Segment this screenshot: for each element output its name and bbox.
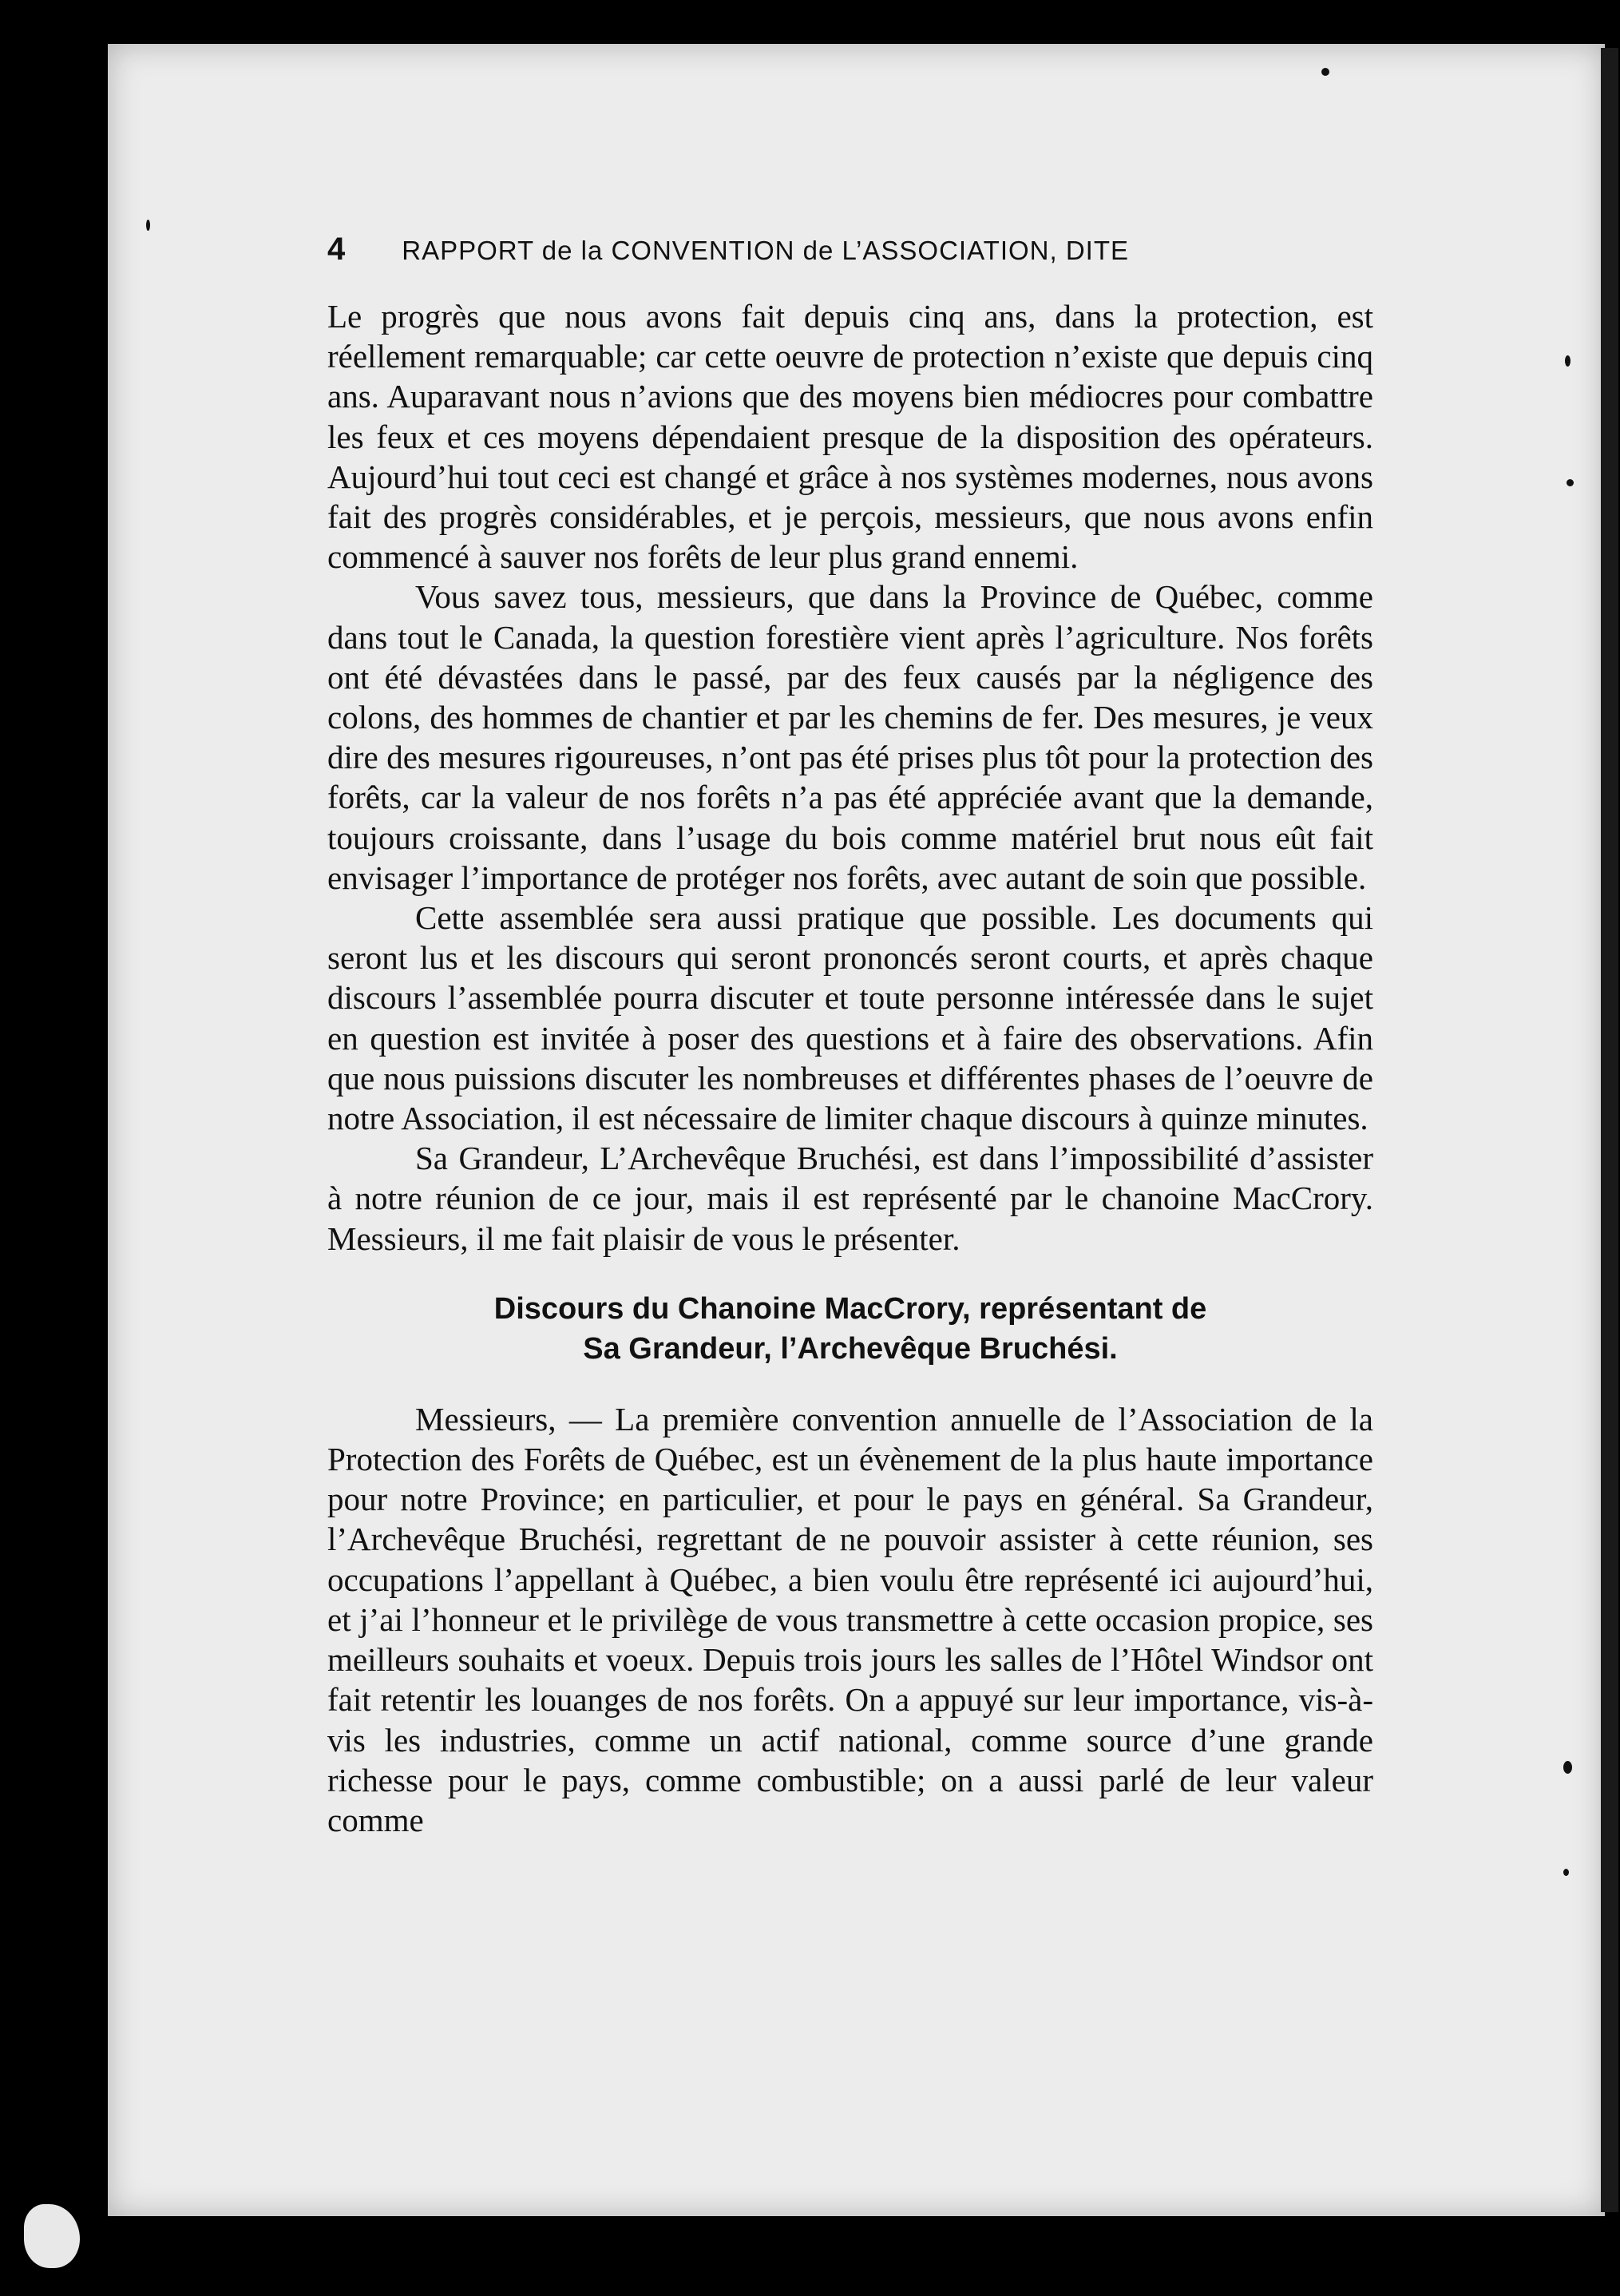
body-paragraph: Vous savez tous, messieurs, que dans la Province de Québec, comme dans tout le Canada, la question forestière vient après l’agriculture. Nos forêts ont été dévastées dans le passé, par des feux causés par la négligence des colons, des hommes de chantier et par les chemins de fer. Des mesures, je veux dire des mesures rigoureuses, n’ont pas été prises plus tôt pour la protection des forêts, car la valeur de nos forêts n’a pas été appréciée avant que la demande, toujours croissante, dans l’usage du bois comme matériel brut nous eût fait envisager l’importance de protéger nos forêts, avec autant de soin que possible. [327, 578, 1373, 896]
page-number: 4 [327, 232, 347, 267]
section-heading-line: Sa Grandeur, l’Archevêque Bruchési. [583, 1331, 1118, 1366]
torn-corner [24, 2204, 80, 2268]
page-content [327, 232, 1373, 1840]
margin-speck [1321, 68, 1329, 76]
margin-speck [1563, 1761, 1572, 1774]
page-edge-shadow [1601, 48, 1618, 2212]
speech-paragraph: Messieurs, — La première convention annuelle de l’Association de la Protection des Forêts de Québec, est un évènement de la plus haute importance pour notre Province; en particulier, et pour le pays en général. Sa Grandeur, l’Archevêque Bruchési, regrettant de ne pouvoir assister à cette réunion, ses occupations l’appellant à Québec, a bien voulu être représenté ici aujourd’hui, et j’ai l’honneur et le privilège de vous transmettre à cette occasion propice, ses meilleurs souhaits et voeux. Depuis trois jours les salles de l’Hôtel Windsor ont fait retentir les louanges de nos forêts. On a appuyé sur leur importance, vis-à-vis les industries, comme un actif national, comme source d’une grande richesse pour le pays, comme combustible; on a aussi parlé de leur valeur comme [327, 1400, 1373, 1838]
body-paragraph: Le progrès que nous avons fait depuis cinq ans, dans la protection, est réellement remarquable; car cette oeuvre de protection n’existe que depuis cinq ans. Auparavant nous n’avions que des moyens bien médiocres pour combattre les feux et ces moyens dépendaient presque de la disposition des opérateurs. Aujourd’hui tout ceci est changé et grâce à nos systèmes modernes, nous avons fait des progrès considérables, et je perçois, messieurs, que nous avons enfin commencé à sauver nos forêts de leur plus grand ennemi. [327, 298, 1373, 576]
running-title: RAPPORT de la CONVENTION de L’ASSOCIATION, DITE [402, 236, 1129, 265]
running-header [327, 232, 1373, 268]
body-paragraph: Sa Grandeur, L’Archevêque Bruchési, est dans l’impossibilité d’assister à notre réunion de ce jour, mais il est représenté par le chanoine MacCrory. Messieurs, il me fait plaisir de vous le présenter. [327, 1140, 1373, 1257]
margin-speck [146, 220, 150, 231]
body-paragraph: Cette assemblée sera aussi pratique que possible. Les documents qui seront lus et les discours qui seront prononcés seront courts, et après chaque discours l’assemblée pourra discuter et toute personne intéressée dans le sujet en question est invitée à poser des questions et à faire des observations. Afin que nous puissions discuter les nombreuses et différentes phases de l’oeuvre de notre Association, il est nécessaire de limiter chaque discours à quinze minutes. [327, 899, 1373, 1137]
section-heading-line: Discours du Chanoine MacCrory, représentant de [493, 1291, 1207, 1326]
margin-speck [1563, 1869, 1569, 1876]
margin-speck [1567, 479, 1574, 486]
section-heading [327, 1289, 1373, 1369]
margin-speck [1565, 355, 1570, 367]
